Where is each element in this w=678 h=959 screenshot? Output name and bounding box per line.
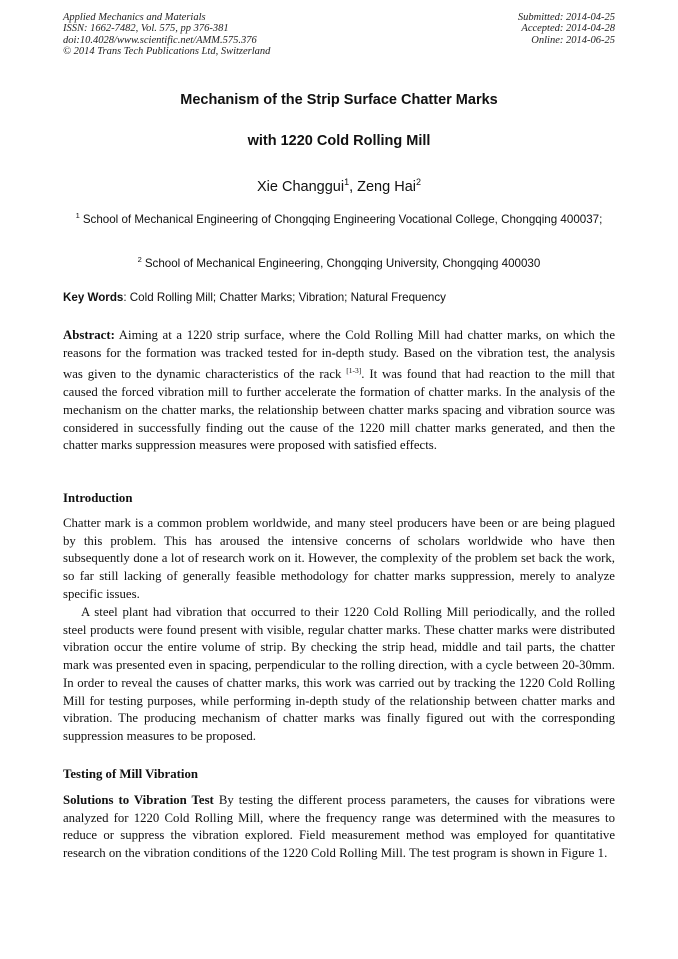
keywords <box>63 290 615 306</box>
affiliation-text: School of Mechanical Engineering, Chongqing University, Chongqing 400030 <box>144 257 541 270</box>
section-heading-testing: Testing of Mill Vibration <box>63 767 198 781</box>
author-affiliation-mark: 1 <box>344 177 350 187</box>
affiliation-mark: 1 <box>75 211 80 220</box>
keywords-text: : Cold Rolling Mill; Chatter Marks; Vibration; Natural Frequency <box>123 291 446 304</box>
paper-title-line-2: with 1220 Cold Rolling Mill <box>247 133 431 149</box>
abstract <box>63 327 615 455</box>
journal-doi: doi:10.4028/www.scientific.net/AMM.575.376 <box>63 34 257 46</box>
keywords-label: Key Words <box>63 291 124 304</box>
abstract-text: . It was found that had reaction to the mill that caused the forced vibration mill to further accelerate the formation of chatter marks. In the analysis of the mechanism on the chatter marks, the relationship between chatter marks spacing and vibration source was considered in successfully finding out the cause of the 1220 mill chatter marks generated, and then the chatter marks suppression measures were proposed with satisfied effects. <box>63 367 615 453</box>
accepted-date: Accepted: 2014-04-28 <box>521 23 615 35</box>
journal-issn: ISSN: 1662-7482, Vol. 575, pp 376-381 <box>63 23 229 35</box>
author-name: Xie Changgui <box>256 179 345 195</box>
testing-text: By testing the different process parameters, the causes for vibrations were analyzed for 1220 Cold Rolling Mill, where the frequency range was determined with the measures to reduce or suppress the vibration explored. Field measurement method was employed for quantitative research on the vibration conditions of the 1220 Cold Rolling Mill. The test program is shown in Figure 1. <box>63 793 615 861</box>
author-affiliation-mark: 2 <box>415 177 421 187</box>
affiliation-2 <box>68 251 610 272</box>
abstract-label: Abstract: <box>63 328 115 342</box>
journal-copyright: © 2014 Trans Tech Publications Ltd, Switzerland <box>63 46 271 58</box>
submission-dates <box>518 12 615 46</box>
author-separator: , <box>349 179 358 195</box>
journal-info <box>63 12 270 58</box>
introduction-paragraph-1: Chatter mark is a common problem worldwide, and many steel producers have been or are being plagued by this problem. This has aroused the intensive concerns of scholars worldwide who have then subsequently done a lot of research work on it. However, the complexity of the problem set back the work, so far still lacking of generally feasible methodology for chatter marks suppression, merely to analyze specific issues. <box>63 516 615 601</box>
journal-name: Applied Mechanics and Materials <box>63 12 206 23</box>
testing-lead: Solutions to Vibration Test <box>63 793 214 807</box>
affiliation-text: School of Mechanical Engineering of Chongqing Engineering Vocational College, Chongqing 400037; <box>82 213 603 226</box>
online-date: Online: 2014-06-25 <box>531 34 615 46</box>
introduction-paragraph-2: A steel plant had vibration that occurred to their 1220 Cold Rolling Mill periodically, and the rolled steel products were found present with visible, regular chatter marks. These chatter marks were distributed vibration occur the entire volume of strip. By checking the strip head, middle and tail parts, the chatter mark was presented even in spacing, perpendicular to the rolling direction, with a cycle between 20-30mm. In order to reveal the causes of chatter marks, this work was carried out by tracking the 1220 Cold Rolling Mill for testing purposes, while performing in-depth study of the relationship between chatter marks and vibration. The producing mechanism of chatter marks was finally figured out with the corresponding suppression measures to be proposed. <box>63 605 615 743</box>
section-heading-introduction: Introduction <box>63 491 133 505</box>
author-list <box>0 173 678 196</box>
paper-title-line-1: Mechanism of the Strip Surface Chatter Marks <box>180 92 498 108</box>
affiliation-1 <box>68 207 610 228</box>
author-name: Zeng Hai <box>357 179 416 195</box>
testing-paragraph <box>63 792 615 863</box>
abstract-text: Aiming at a 1220 strip surface, where the Cold Rolling Mill had chatter marks, on which the reasons for the formation was tracked tested for in-depth study. Based on the vibration test, the analysis was given to the dynamic characteristics of the rack <box>63 328 615 382</box>
submitted-date: Submitted: 2014-04-25 <box>517 12 615 23</box>
citation-reference: [1-3] <box>346 366 362 376</box>
affiliation-mark: 2 <box>137 255 142 264</box>
